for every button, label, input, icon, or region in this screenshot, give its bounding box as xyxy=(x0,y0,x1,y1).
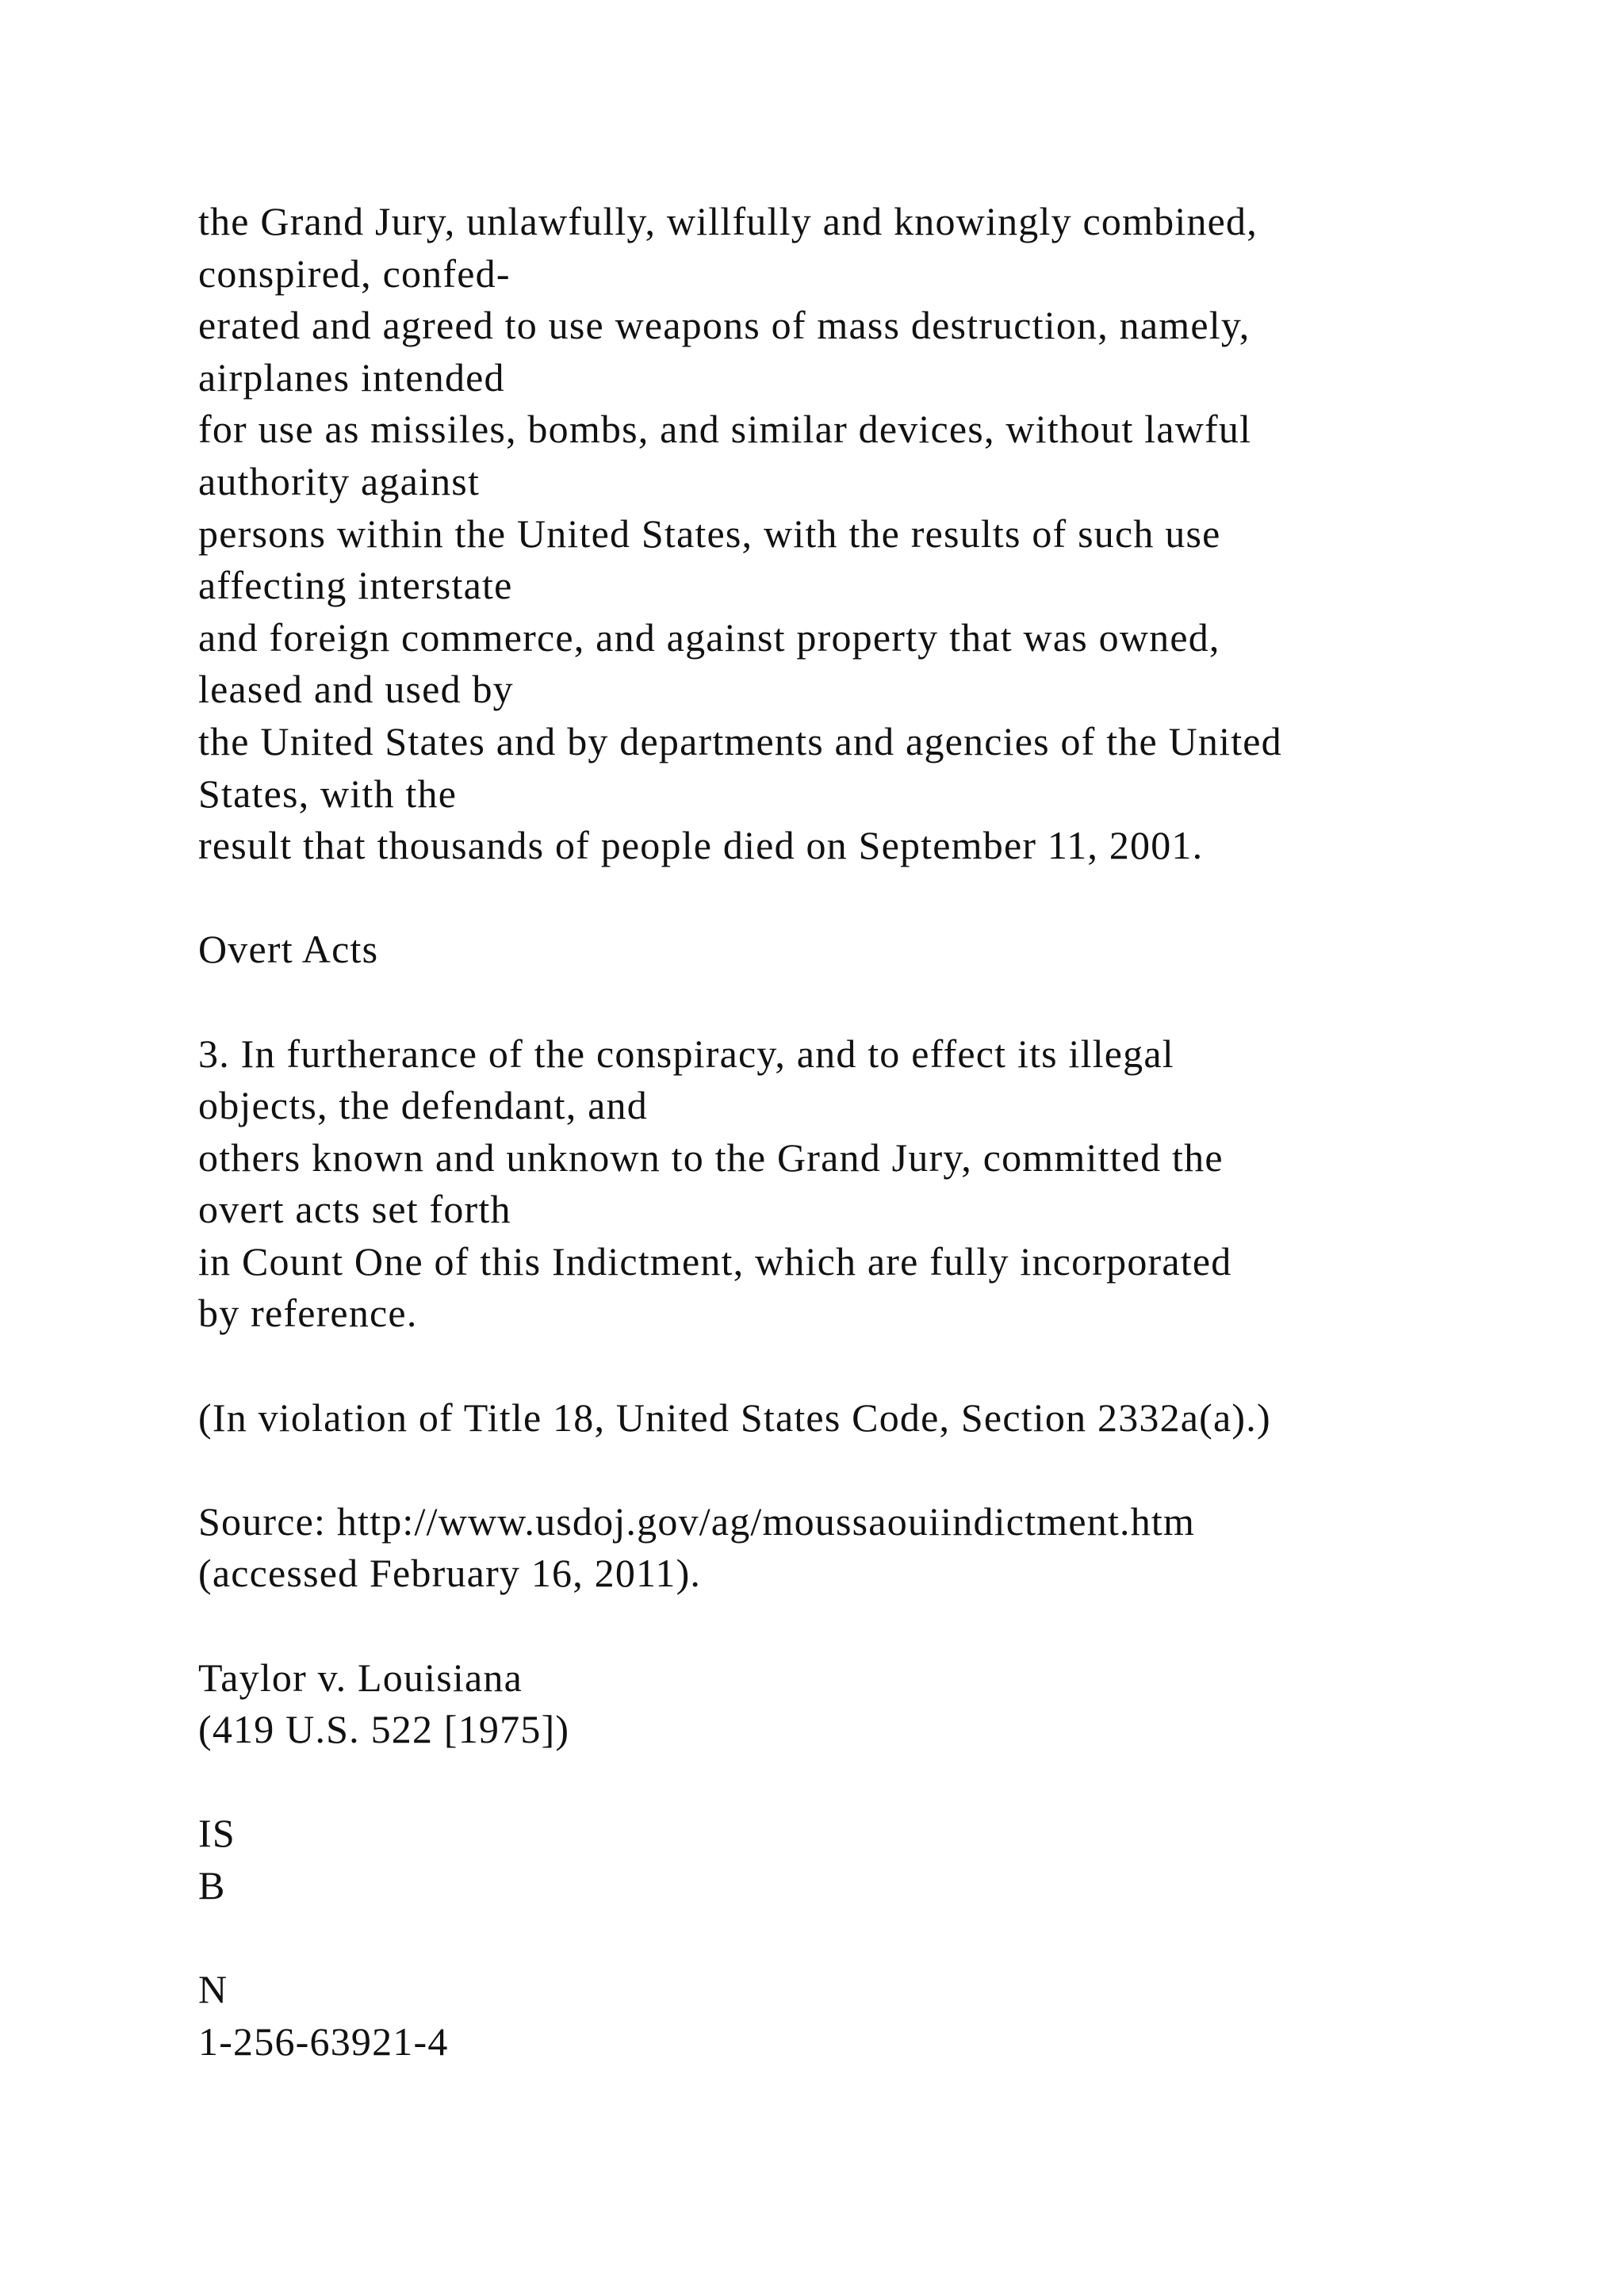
paragraph-gap xyxy=(198,872,1594,924)
text-line: objects, the defendant, and xyxy=(198,1083,648,1128)
paragraph-gap xyxy=(198,976,1594,1028)
overt-acts-paragraph xyxy=(198,1028,1594,1341)
isbn-fragment xyxy=(198,1808,1594,1911)
section-heading xyxy=(198,924,1594,976)
text-line: affecting interstate xyxy=(198,563,513,608)
text-line: persons within the United States, with the results of such use xyxy=(198,511,1221,556)
statute-citation xyxy=(198,1392,1594,1445)
overt-acts-heading: Overt Acts xyxy=(198,927,379,972)
text-line: 1-256-63921-4 xyxy=(198,2019,449,2064)
text-line: airplanes intended xyxy=(198,354,505,400)
paragraph-gap xyxy=(198,1756,1594,1808)
text-line: N xyxy=(198,1967,228,2012)
document-body xyxy=(198,196,1594,2068)
text-line: for use as missiles, bombs, and similar devices, without lawful xyxy=(198,407,1252,452)
text-line: conspired, confed- xyxy=(198,251,511,296)
text-line: by reference. xyxy=(198,1291,418,1336)
text-line: erated and agreed to use weapons of mass destruction, namely, xyxy=(198,303,1251,348)
text-line: States, with the xyxy=(198,771,458,816)
text-line: 3. In furtherance of the conspiracy, and to effect its illegal xyxy=(198,1031,1174,1076)
case-title: Taylor v. Louisiana xyxy=(198,1655,523,1700)
text-line: result that thousands of people died on September 11, 2001. xyxy=(198,823,1204,868)
text-line: authority against xyxy=(198,458,481,503)
text-line: overt acts set forth xyxy=(198,1187,511,1232)
text-line: B xyxy=(198,1863,226,1908)
text-line: and foreign commerce, and against property that was owned, xyxy=(198,614,1220,660)
paragraph-gap xyxy=(198,1340,1594,1392)
text-line: in Count One of this Indictment, which are fully incorporated xyxy=(198,1238,1232,1284)
paragraph-gap xyxy=(198,1444,1594,1496)
text-line: the Grand Jury, unlawfully, willfully and knowingly combined, xyxy=(198,199,1258,243)
text-line: others known and unknown to the Grand Jury, committed the xyxy=(198,1135,1224,1180)
paragraph-gap xyxy=(198,1912,1594,1965)
indictment-paragraph xyxy=(198,196,1594,872)
isbn-number xyxy=(198,1964,1594,2068)
text-line: (In violation of Title 18, United States Code, Section 2332a(a).) xyxy=(198,1395,1271,1440)
case-citation xyxy=(198,1652,1594,1756)
source-note xyxy=(198,1496,1594,1600)
text-line: leased and used by xyxy=(198,667,514,712)
case-reporter: (419 U.S. 522 [1975]) xyxy=(198,1707,570,1752)
text-line: the United States and by departments and agencies of the United xyxy=(198,718,1282,763)
text-line: (accessed February 16, 2011). xyxy=(198,1551,702,1596)
paragraph-gap xyxy=(198,1600,1594,1652)
text-line: IS xyxy=(198,1811,236,1856)
text-line: Source: http://www.usdoj.gov/ag/moussaouiindictment.htm xyxy=(198,1498,1196,1544)
